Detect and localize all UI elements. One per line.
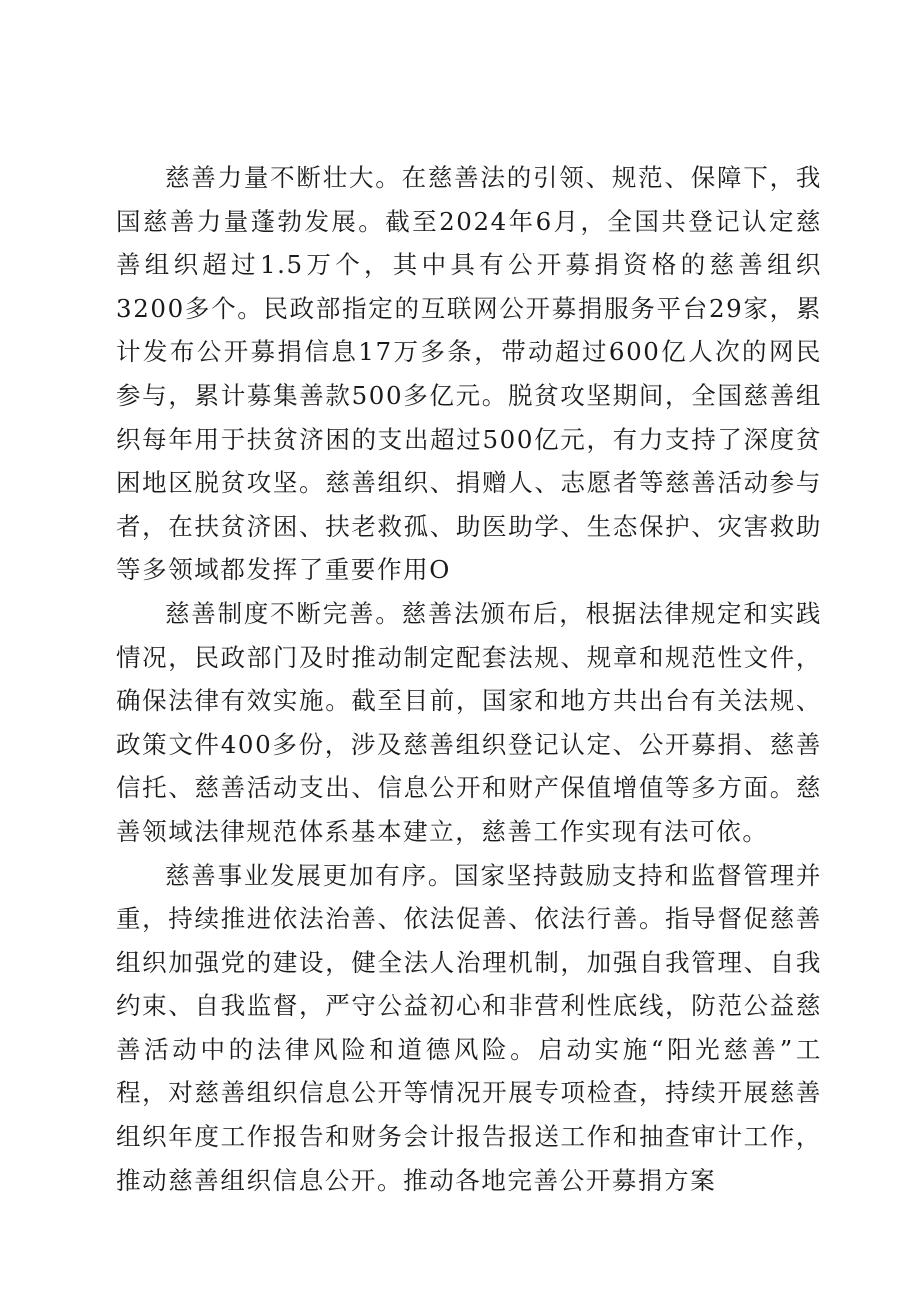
paragraph-charity-order: 慈善事业发展更加有序。国家坚持鼓励支持和监督管理并重，持续推进依法治善、依法促善、依法行善。指导督促慈善组织加强党的建设，健全法人治理机制，加强自我管理、自我约束、自我监督，严守公益初心和非营利性底线，防范公益慈善活动中的法律风险和道德风险。启动实施“阳光慈善”工程，对慈善组织信息公开等情况开展专项检查，持续开展慈善组织年度工作报告和财务会计报告报送工作和抽查审计工作，推动慈善组织信息公开。推动各地完善公开募捐方案 [116,860,822,1195]
document-body [116,156,822,1202]
paragraph-charity-growth: 慈善力量不断壮大。在慈善法的引领、规范、保障下，我国慈善力量蓬勃发展。截至2024年6月，全国共登记认定慈善组织超过1.5万个，其中具有公开募捐资格的慈善组织3200多个。民政部指定的互联网公开募捐服务平台29家，累计发布公开募捐信息17万多条，带动超过600亿人次的网民参与，累计募集善款500多亿元。脱贫攻坚期间，全国慈善组织每年用于扶贫济困的支出超过500亿元，有力支持了深度贫困地区脱贫攻坚。慈善组织、捐赠人、志愿者等慈善活动参与者，在扶贫济困、扶老救孤、助医助学、生态保护、灾害救助等多领域都发挥了重要作用O [116,163,822,585]
paragraph-charity-system: 慈善制度不断完善。慈善法颁布后，根据法律规定和实践情况，民政部门及时推动制定配套法规、规章和规范性文件，确保法律有效实施。截至目前，国家和地方共出台有关法规、政策文件400多份，涉及慈善组织登记认定、公开募捐、慈善信托、慈善活动支出、信息公开和财产保值增值等多方面。慈善领域法律规范体系基本建立，慈善工作实现有法可依。 [116,598,822,846]
